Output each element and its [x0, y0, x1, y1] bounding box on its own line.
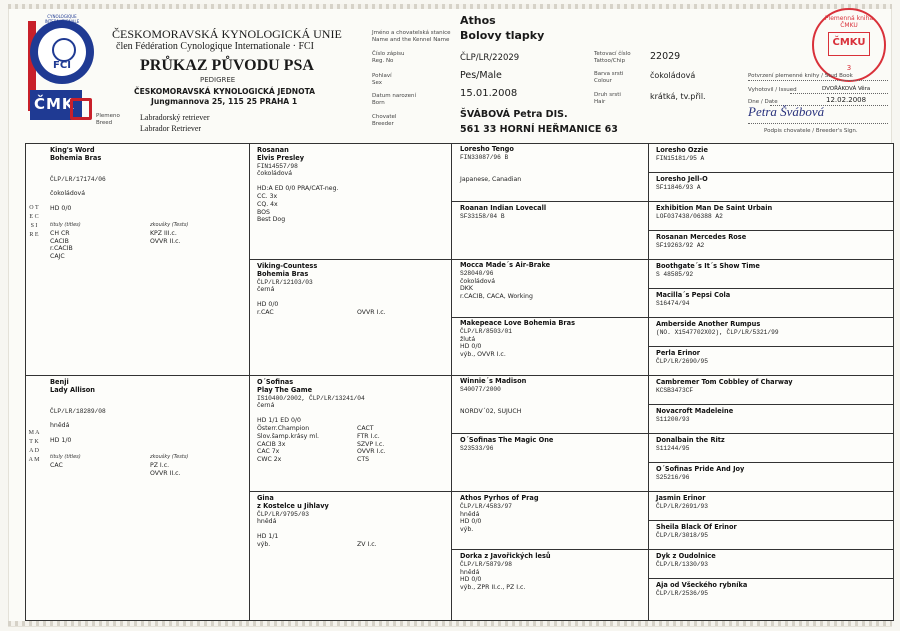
gg-grandparent-reg: ČLP/LR/2690/95: [656, 357, 708, 365]
great-grandparent-line: HD 0/0: [460, 518, 482, 526]
gg-grandparent-cell: [656, 292, 888, 308]
gg-grandparent-cell: [656, 379, 888, 395]
gg-grandparent-name: Loresho Jell-O: [656, 175, 708, 183]
grandparent-line: čokoládová: [257, 170, 293, 178]
great-grandparent-line: čokoládová: [460, 277, 496, 285]
sire-title: CAJC: [50, 253, 65, 261]
stamp-number: 3: [846, 64, 852, 72]
grandparent-line: černá: [257, 286, 275, 294]
colour-label-cz: Barva srsti: [594, 71, 624, 77]
grandparent-line: FIN14557/98: [257, 162, 298, 170]
breeder-signature: Petra Švábová: [748, 104, 825, 119]
great-grandparent-line: HD 0/0: [460, 576, 482, 584]
studbook-issued-by: DVOŘÁKOVÁ Věra: [822, 86, 871, 92]
gg-grandparent-reg: ČLP/LR/3018/95: [656, 531, 708, 539]
sire-exams-label: zkoušky (Tests): [150, 221, 189, 228]
dam-titles-label: tituly (titles): [50, 453, 81, 460]
stamp-ring-text: Plemenná kniha ČMKU: [824, 15, 874, 29]
great-grandparent-line: Japanese, Canadian: [460, 175, 522, 183]
dam-kennel: Lady Allison: [50, 385, 95, 394]
great-grandparent-line: SF33158/04 B: [460, 212, 505, 220]
gg-grandparent-name: Boothgate´s It´s Show Time: [656, 262, 760, 270]
grandparent-line: černá: [257, 402, 275, 410]
sire-title: CACIB: [50, 237, 69, 245]
grandparent-kennel: Elvis Presley: [257, 153, 305, 162]
great-grandparent-name: Makepeace Love Bohemia Bras: [460, 319, 576, 327]
grandparent-line: CC. 3x: [257, 192, 278, 200]
hair-label-cz: Druh srsti: [594, 92, 621, 98]
breed-en: Labrador Retriever: [140, 124, 202, 133]
great-grandparent-line: HD 0/0: [460, 343, 482, 351]
gg-grandparent-cell: [656, 147, 888, 163]
gg-grandparent-reg: S11200/93: [656, 415, 690, 423]
gg-grandparent-name: Sheila Black Of Erinor: [656, 523, 737, 531]
grandparent-name: O´Sofinas: [257, 378, 294, 386]
gg-grandparent-reg: ČLP/LR/2691/93: [656, 502, 708, 510]
gg-grandparent-name: Rosanan Mercedes Rose: [656, 233, 747, 241]
gg-grandparent-cell: [656, 437, 888, 453]
grandparent-cell: [257, 495, 447, 549]
dam-hd: HD 1/0: [50, 437, 72, 445]
grandparent-line: hnědá: [257, 518, 277, 526]
dam-cell: [50, 379, 245, 477]
dog-sex: Pes/Male: [460, 70, 502, 81]
gg-grandparent-cell: [656, 524, 888, 540]
dog-colour: čokoládová: [650, 71, 696, 80]
breed-cz: Labradorský retriever: [140, 113, 210, 122]
sire-hd: HD 0/0: [50, 205, 72, 213]
dog-breeder-address: 561 33 HORNÍ HEŘMANICE 63: [460, 124, 618, 135]
grandparent-kennel: Bohemia Bras: [257, 269, 309, 278]
grandparent-name: Gina: [257, 494, 274, 502]
great-grandparent-name: Athos Pyrhos of Prag: [460, 494, 539, 502]
gg-grandparent-reg: S25216/96: [656, 473, 690, 481]
great-grandparent-line: r.CACIB, CACA, Working: [460, 293, 533, 301]
gg-grandparent-reg: ČLP/LR/2536/95: [656, 589, 708, 597]
grandparent-title: Österr.Champion: [257, 424, 310, 432]
name-label-cz: Jméno a chovatelská stanice: [372, 30, 451, 36]
decorative-border-top: [8, 4, 892, 9]
sire-side-label: O T E C S I R E: [29, 205, 39, 238]
great-grandparent-cell: [460, 378, 645, 415]
studbook-stamp: [812, 8, 886, 82]
great-grandparent-name: Roanan Indian Lovecall: [460, 204, 547, 212]
dam-reg: ČLP/LR/18289/08: [50, 407, 106, 415]
gg-grandparent-reg: S 48585/92: [656, 270, 694, 278]
grandparent-line: HD 1/1 ED 0/0: [257, 417, 301, 425]
great-grandparent-line: NORDV´02, SUJUCH: [460, 407, 522, 415]
grandparent-line: HD 0/0: [257, 301, 279, 309]
grandparent-exam: OVVR I.c.: [357, 308, 386, 316]
dog-kennel: Bolovy tlapky: [460, 29, 545, 42]
great-grandparent-line: výb., ZPR II.c., PZ I.c.: [460, 584, 526, 592]
gg-grandparent-cell: [656, 582, 888, 598]
gg-grandparent-cell: [656, 350, 888, 366]
cmku-logo: [30, 90, 82, 120]
great-grandparent-name: Dorka z Javořických lesů: [460, 552, 551, 560]
great-grandparent-line: hnědá: [460, 568, 480, 576]
name-label-en: Name and the Kennel Name: [372, 37, 450, 43]
great-grandparent-cell: [460, 495, 645, 534]
tattoo-label-en: Tattoo/Chip: [594, 58, 626, 64]
sire-cell: [50, 147, 245, 261]
gg-grandparent-name: O´Sofinas Pride And Joy: [656, 465, 745, 473]
decorative-border-bottom: [8, 621, 892, 626]
great-grandparent-line: žlutá: [460, 335, 476, 343]
gg-grandparent-name: Macilla´s Pepsi Cola: [656, 291, 731, 299]
grandparent-line: ČLP/LR/12103/03: [257, 278, 313, 286]
dam-title: CAC: [50, 461, 63, 469]
dob-label-cz: Datum narození: [372, 93, 416, 99]
gg-grandparent-reg: SF19263/92 A2: [656, 241, 705, 249]
gg-grandparent-name: Exhibition Man De Saint Urbain: [656, 204, 773, 212]
dam-exam: OVVR II.c.: [150, 469, 181, 477]
grandparent-title: CWC 2x: [257, 456, 282, 464]
globe-icon: [52, 38, 76, 62]
colour-label-en: Colour: [594, 78, 612, 84]
grandparent-title: CACIB 3x: [257, 440, 286, 448]
gg-grandparent-reg: (NO. X1547702X02), ČLP/LR/5321/99: [656, 328, 779, 336]
gg-grandparent-name: Donalbain the Ritz: [656, 436, 725, 444]
great-grandparent-line: výb., OVVR I.c.: [460, 351, 506, 359]
grandparent-kennel: Play The Game: [257, 385, 313, 394]
sire-colour: čokoládová: [50, 190, 86, 198]
pedigree-table: [25, 143, 894, 621]
organization-address: Jungmannova 25, 115 25 PRAHA 1: [151, 97, 298, 106]
great-grandparent-cell: [460, 320, 645, 359]
grandparent-line: výb.: [257, 540, 271, 548]
grandparent-line: CQ. 4x: [257, 200, 278, 208]
sire-reg: ČLP/LR/17174/06: [50, 175, 106, 183]
sire-title: r.CACIB: [50, 245, 73, 253]
great-grandparent-name: O´Sofinas The Magic One: [460, 436, 554, 444]
dam-name: Benji: [50, 378, 69, 386]
grandparent-line: HD:A ED 0/0 PRA/CAT-neg.: [257, 185, 339, 193]
great-grandparent-cell: [460, 437, 645, 453]
great-grandparent-name: Loresho Tengo: [460, 145, 514, 153]
fci-member-line: člen Fédération Cynologique Internationale · FCI: [116, 41, 315, 52]
gg-grandparent-reg: ČLP/LR/1330/93: [656, 560, 708, 568]
dog-hair: krátká, tv.přil.: [650, 92, 706, 101]
gg-grandparent-name: Novacroft Madeleine: [656, 407, 734, 415]
gg-grandparent-cell: [656, 234, 888, 250]
great-grandparent-line: ČLP/LR/5879/98: [460, 560, 512, 568]
gg-grandparent-name: Aja od Všeckého rybníka: [656, 581, 748, 589]
gg-grandparent-reg: KCSB3473CF: [656, 386, 694, 394]
grandparent-cell: [257, 379, 447, 464]
grandparent-line: Best Dog: [257, 216, 286, 224]
grandparent-cell: [257, 263, 447, 317]
dob-label-en: Born: [372, 100, 385, 106]
grandparent-title: Slov.šamp.krásy ml.: [257, 432, 320, 440]
organization-name: ČESKOMORAVSKÁ KYNOLOGICKÁ JEDNOTA: [134, 87, 316, 96]
gg-grandparent-cell: [656, 176, 888, 192]
sex-label-cz: Pohlaví: [372, 73, 392, 79]
grandparent-kennel: z Kostelce u Jihlavy: [257, 501, 329, 510]
gg-grandparent-cell: [656, 466, 888, 482]
grandparent-line: r.CAC: [257, 308, 274, 316]
gg-grandparent-reg: S16474/94: [656, 299, 690, 307]
hair-label-en: Hair: [594, 99, 606, 105]
gg-grandparent-reg: SF11846/93 A: [656, 183, 701, 191]
breed-label-cz: Plemeno: [96, 113, 120, 119]
breeder-sign-label: Podpis chovatele / Breeder's Sign.: [764, 128, 858, 134]
sire-title: CH CR: [50, 229, 70, 237]
reg-label-cz: Číslo zápisu: [372, 51, 405, 57]
gg-grandparent-name: Dyk z Oudolnice: [656, 552, 716, 560]
cmku-logo-mark-icon: [70, 98, 92, 120]
dam-exam: PZ I.c.: [150, 461, 170, 469]
great-grandparent-line: ČLP/LR/8503/01: [460, 327, 512, 335]
grandparent-line: IS10400/2002, ČLP/LR/13241/04: [257, 394, 365, 402]
grandparent-title: CAC 7x: [257, 448, 280, 456]
gg-grandparent-cell: [656, 205, 888, 221]
grandparent-line: BOS: [257, 208, 270, 216]
gg-grandparent-reg: FIN15181/95 A: [656, 154, 705, 162]
grandparent-name: Rosanan: [257, 146, 289, 154]
grandparent-name: Viking-Countess: [257, 262, 318, 270]
gg-grandparent-cell: [656, 408, 888, 424]
dam-exams-label: zkoušky (Tests): [150, 453, 189, 460]
great-grandparent-cell: [460, 146, 645, 183]
gg-grandparent-cell: [656, 263, 888, 279]
breed-label-en: Breed: [96, 120, 113, 126]
great-grandparent-line: DKK: [460, 285, 473, 293]
grandparent-exam: CTS: [357, 456, 370, 464]
fci-logo-text: FCI: [53, 60, 71, 71]
fci-ring-text: CYNOLOGIQUE INTERNATIONALE: [44, 14, 80, 24]
great-grandparent-line: S23533/96: [460, 444, 494, 452]
union-name: ČESKOMORAVSKÁ KYNOLOGICKÁ UNIE: [112, 27, 342, 41]
gg-grandparent-name: Loresho Ozzie: [656, 146, 708, 154]
gg-grandparent-reg: S11244/95: [656, 444, 690, 452]
great-grandparent-name: Mocca Made´s Air-Brake: [460, 261, 551, 269]
gg-grandparent-name: Cambremer Tom Cobbley of Charway: [656, 378, 793, 386]
grandparent-line: ČLP/LR/9795/03: [257, 510, 309, 518]
sire-exam: OVVR II.c.: [150, 237, 181, 245]
great-grandparent-line: hnědá: [460, 510, 480, 518]
tattoo-label-cz: Tetovací číslo: [594, 51, 631, 57]
grandparent-cell: [257, 147, 447, 224]
document-title: PRŮKAZ PŮVODU PSA: [140, 57, 314, 74]
grandparent-exam: FTR I.c.: [357, 432, 380, 440]
gg-grandparent-cell: [656, 553, 888, 569]
sire-name: King's Word: [50, 146, 95, 154]
breeder-label-en: Breeder: [372, 121, 394, 127]
great-grandparent-line: ČLP/LR/4583/97: [460, 502, 512, 510]
dam-colour: hnědá: [50, 422, 70, 430]
dog-name: Athos: [460, 14, 496, 27]
grandparent-exam: OVVR I.c.: [357, 448, 386, 456]
great-grandparent-line: S28040/96: [460, 269, 494, 277]
dog-dob: 15.01.2008: [460, 88, 518, 99]
great-grandparent-line: FIN33087/96 B: [460, 153, 509, 161]
dog-reg-no: ČLP/LR/22029: [460, 53, 520, 63]
grandparent-exam: SZVP I.c.: [357, 440, 385, 448]
stamp-logo: ČMKU: [828, 32, 870, 56]
dog-tattoo: 22029: [650, 51, 681, 62]
studbook-date-label: Dne / Date: [748, 99, 778, 105]
great-grandparent-line: S40077/2000: [460, 385, 501, 393]
grandparent-exam: ZV I.c.: [357, 540, 377, 548]
reg-label-en: Reg. No: [372, 58, 394, 64]
studbook-confirm-label: Potvrzení plemenné knihy / Stud Book: [748, 73, 853, 79]
dam-side-label: M A T K A D A M: [28, 430, 40, 463]
dog-breeder: ŠVÁBOVÁ Petra DIS.: [460, 109, 568, 120]
studbook-issued-label: Vyhotovil / Issued: [748, 87, 797, 93]
sire-kennel: Bohemia Bras: [50, 153, 102, 162]
great-grandparent-name: Winnie´s Madison: [460, 377, 527, 385]
fci-logo: [30, 20, 94, 84]
gg-grandparent-name: Amberside Another Rumpus: [656, 320, 761, 328]
cmku-logo-text: ČMK: [34, 95, 75, 113]
grandparent-line: HD 1/1: [257, 533, 279, 541]
sex-label-en: Sex: [372, 80, 383, 86]
great-grandparent-line: výb.: [460, 526, 474, 534]
sire-exam: KPZ III.c.: [150, 229, 177, 237]
great-grandparent-cell: [460, 262, 645, 301]
gg-grandparent-name: Jasmin Erinor: [656, 494, 706, 502]
gg-grandparent-reg: LOF037438/06388 A2: [656, 212, 723, 220]
sire-titles-label: tituly (titles): [50, 221, 81, 228]
document-subtitle: PEDIGREE: [200, 76, 236, 84]
gg-grandparent-cell: [656, 495, 888, 511]
gg-grandparent-cell: [656, 321, 888, 337]
great-grandparent-cell: [460, 553, 645, 592]
breeder-label-cz: Chovatel: [372, 114, 397, 120]
grandparent-exam: CACT: [357, 424, 374, 432]
great-grandparent-cell: [460, 205, 645, 221]
studbook-date: 12.02.2008: [826, 96, 867, 104]
gg-grandparent-name: Perla Erinor: [656, 349, 701, 357]
